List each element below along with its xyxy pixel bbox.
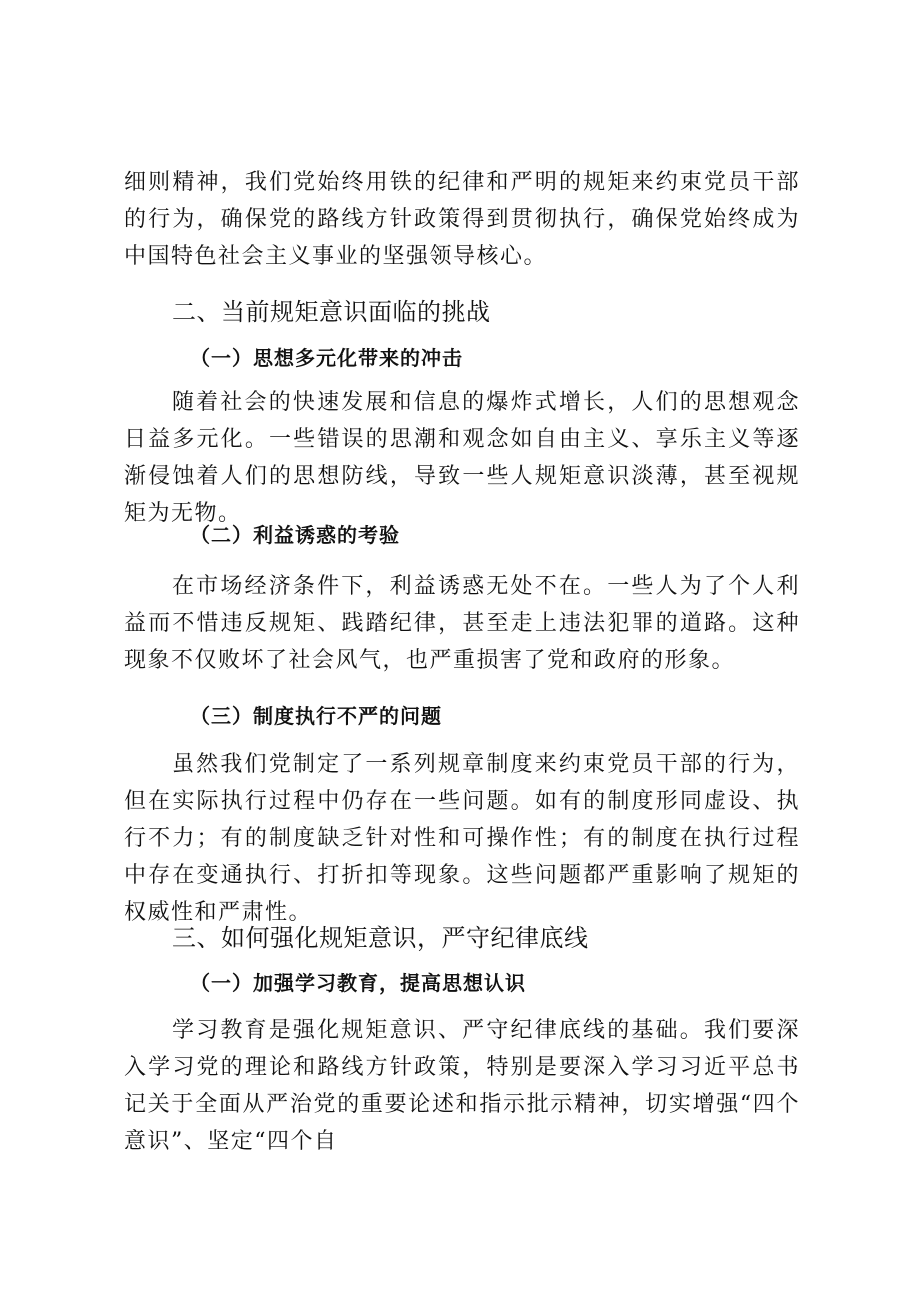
heading-strengthen: 三、如何强化规矩意识，严守纪律底线 xyxy=(172,924,589,952)
paragraph-intro: 细则精神，我们党始终用铁的纪律和严明的规矩来约束党员干部的行为，确保党的路线方针政策得到贯彻执行，确保党始终成为中国特色社会主义事业的坚强领导核心。 xyxy=(124,170,800,269)
paragraph-diverse-thought: 随着社会的快速发展和信息的爆炸式增长，人们的思想观念日益多元化。一些错误的思潮和观念如自由主义、享乐主义等逐渐侵蚀着人们的思想防线，导致一些人规矩意识淡薄，甚至视规矩为无物。 xyxy=(124,390,800,526)
paragraph-study-education: 学习教育是强化规矩意识、严守纪律底线的基础。我们要深入学习党的理论和路线方针政策，特别是要深入学习习近平总书记关于全面从严治党的重要论述和指示批示精神，切实增强“四个意识”、坚定“四个自 xyxy=(124,1018,800,1154)
heading-challenges: 二、当前规矩意识面临的挑战 xyxy=(172,298,491,326)
subheading-interest-temptation: （二）利益诱惑的考验 xyxy=(190,523,400,547)
paragraph-system-enforcement: 虽然我们党制定了一系列规章制度来约束党员干部的行为，但在实际执行过程中仍存在一些问题。如有的制度形同虚设、执行不力；有的制度缺乏针对性和可操作性；有的制度在执行过程中存在变通执行、打折扣等现象。这些问题都严重影响了规矩的权威性和严肃性。 xyxy=(124,752,800,925)
paragraph-interest-temptation: 在市场经济条件下，利益诱惑无处不在。一些人为了个人利益而不惜违反规矩、践踏纪律，甚至走上违法犯罪的道路。这种现象不仅败坏了社会风气，也严重损害了党和政府的形象。 xyxy=(124,574,800,673)
subheading-system-enforcement: （三）制度执行不严的问题 xyxy=(190,704,442,728)
subheading-study-education: （一）加强学习教育，提高思想认识 xyxy=(190,971,526,995)
subheading-diverse-thought: （一）思想多元化带来的冲击 xyxy=(190,346,463,370)
